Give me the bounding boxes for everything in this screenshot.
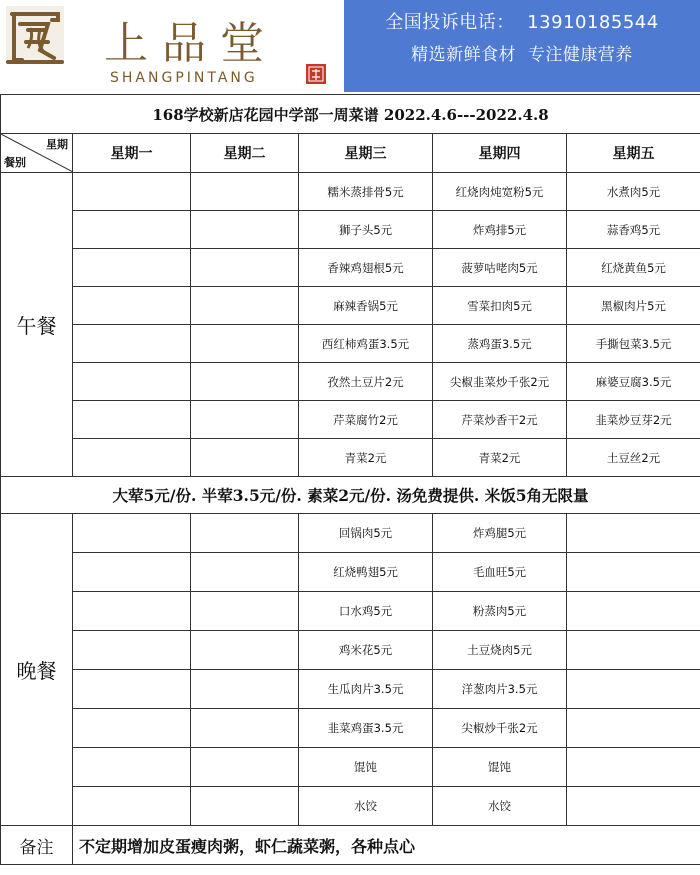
- dish-cell: 土豆丝2元: [567, 439, 700, 477]
- dish-cell: [567, 514, 700, 553]
- dish-cell: [191, 709, 299, 748]
- dish-cell: 手撕包菜3.5元: [567, 325, 700, 363]
- dish-cell: [73, 173, 191, 211]
- dish-cell: 雪菜扣肉5元: [433, 287, 567, 325]
- dish-cell: 青菜2元: [299, 439, 433, 477]
- lunch-row: [1, 211, 700, 249]
- dinner-row: [1, 514, 700, 553]
- dish-cell: 水饺: [433, 787, 567, 826]
- corner-header-cell: [1, 134, 73, 173]
- dish-cell: [73, 631, 191, 670]
- dish-cell: 生瓜肉片3.5元: [299, 670, 433, 709]
- menu-title: 168学校新店花园中学部一周菜谱 2022.4.6---2022.4.8: [1, 95, 700, 134]
- dish-cell: 红烧肉炖宽粉5元: [433, 173, 567, 211]
- dinner-row: [1, 787, 700, 826]
- dish-cell: [191, 553, 299, 592]
- dish-cell: 西红柿鸡蛋3.5元: [299, 325, 433, 363]
- dish-cell: [73, 401, 191, 439]
- lunch-row: [1, 173, 700, 211]
- day-header: 星期五: [567, 134, 700, 173]
- dish-cell: 蒜香鸡5元: [567, 211, 700, 249]
- dish-cell: 红烧鸭翅5元: [299, 553, 433, 592]
- dinner-row: [1, 592, 700, 631]
- complaint-hotline: 全国投诉电话： 13910185544: [385, 12, 659, 33]
- dish-cell: 毛血旺5元: [433, 553, 567, 592]
- dish-cell: 馄饨: [299, 748, 433, 787]
- remark-text: 不定期增加皮蛋瘦肉粥，虾仁蔬菜粥，各种点心: [73, 826, 700, 865]
- dish-cell: [191, 514, 299, 553]
- dish-cell: 鸡米花5元: [299, 631, 433, 670]
- dish-cell: [73, 514, 191, 553]
- dish-cell: 红烧黄鱼5元: [567, 249, 700, 287]
- dish-cell: [191, 439, 299, 477]
- dish-cell: [191, 249, 299, 287]
- dish-cell: [191, 325, 299, 363]
- dish-cell: 洋葱肉片3.5元: [433, 670, 567, 709]
- dish-cell: [73, 249, 191, 287]
- dish-cell: 蒸鸡蛋3.5元: [433, 325, 567, 363]
- dish-cell: 孜然土豆片2元: [299, 363, 433, 401]
- day-header: 星期二: [191, 134, 299, 173]
- dish-cell: 口水鸡5元: [299, 592, 433, 631]
- dish-cell: 芹菜炒香干2元: [433, 401, 567, 439]
- dish-cell: [73, 211, 191, 249]
- dish-cell: [191, 211, 299, 249]
- dish-cell: 香辣鸡翅根5元: [299, 249, 433, 287]
- brand-name-en: SHANGPINTANG: [110, 70, 258, 86]
- brand-logo: [0, 0, 340, 92]
- contact-banner: [344, 0, 700, 92]
- dish-cell: [73, 553, 191, 592]
- weekday-axis-label: 星期: [46, 138, 68, 151]
- meal-axis-label: 餐别: [4, 156, 26, 169]
- day-header: 星期一: [73, 134, 191, 173]
- page-header: [0, 0, 700, 92]
- dish-cell: 芹菜腐竹2元: [299, 401, 433, 439]
- dish-cell: 炸鸡腿5元: [433, 514, 567, 553]
- dinner-row: [1, 553, 700, 592]
- slogan: 精选新鲜食材 专注健康营养: [411, 45, 633, 65]
- dinner-row: [1, 709, 700, 748]
- day-header: 星期三: [299, 134, 433, 173]
- price-note: 大荤5元/份. 半荤3.5元/份. 素菜2元/份. 汤免费提供. 米饭5角无限量: [1, 477, 700, 514]
- dish-cell: [73, 439, 191, 477]
- dish-cell: [73, 287, 191, 325]
- dish-cell: 回锅肉5元: [299, 514, 433, 553]
- dish-cell: [191, 748, 299, 787]
- remark-label: 备注: [1, 826, 73, 865]
- dish-cell: 尖椒炒千张2元: [433, 709, 567, 748]
- dish-cell: [73, 709, 191, 748]
- lunch-row: [1, 401, 700, 439]
- dish-cell: 黑椒肉片5元: [567, 287, 700, 325]
- dish-cell: [567, 670, 700, 709]
- dish-cell: [191, 287, 299, 325]
- dish-cell: 狮子头5元: [299, 211, 433, 249]
- dinner-row: [1, 670, 700, 709]
- dinner-row: [1, 631, 700, 670]
- lunch-row: [1, 249, 700, 287]
- lunch-row: [1, 363, 700, 401]
- dish-cell: [567, 553, 700, 592]
- dish-cell: 尖椒韭菜炒千张2元: [433, 363, 567, 401]
- dish-cell: [73, 325, 191, 363]
- dish-cell: [73, 787, 191, 826]
- weekly-menu-table: [0, 94, 700, 865]
- dish-cell: 炸鸡排5元: [433, 211, 567, 249]
- dish-cell: [567, 787, 700, 826]
- dish-cell: [191, 787, 299, 826]
- lunch-label: 午餐: [1, 173, 73, 477]
- dinner-row: [1, 748, 700, 787]
- dish-cell: 糯米蒸排骨5元: [299, 173, 433, 211]
- dish-cell: [73, 748, 191, 787]
- dish-cell: 粉蒸肉5元: [433, 592, 567, 631]
- brand-emblem-icon: [6, 6, 64, 64]
- day-header: 星期四: [433, 134, 567, 173]
- dish-cell: [567, 592, 700, 631]
- dish-cell: 麻辣香锅5元: [299, 287, 433, 325]
- dish-cell: [191, 401, 299, 439]
- dish-cell: [567, 748, 700, 787]
- dish-cell: 韭菜炒豆芽2元: [567, 401, 700, 439]
- dish-cell: [73, 363, 191, 401]
- lunch-row: [1, 287, 700, 325]
- lunch-row: [1, 325, 700, 363]
- dinner-label: 晚餐: [1, 514, 73, 826]
- dish-cell: 馄饨: [433, 748, 567, 787]
- dish-cell: [191, 592, 299, 631]
- lunch-row: [1, 439, 700, 477]
- dish-cell: 水饺: [299, 787, 433, 826]
- dish-cell: 青菜2元: [433, 439, 567, 477]
- brand-name-cn: 上品堂: [104, 18, 278, 69]
- dish-cell: 菠萝咕咾肉5元: [433, 249, 567, 287]
- dish-cell: 水煮肉5元: [567, 173, 700, 211]
- dish-cell: [191, 631, 299, 670]
- dish-cell: [191, 363, 299, 401]
- dish-cell: [73, 592, 191, 631]
- dish-cell: [191, 173, 299, 211]
- dish-cell: 麻婆豆腐3.5元: [567, 363, 700, 401]
- dish-cell: [567, 709, 700, 748]
- dish-cell: [191, 670, 299, 709]
- dish-cell: 韭菜鸡蛋3.5元: [299, 709, 433, 748]
- dish-cell: 土豆烧肉5元: [433, 631, 567, 670]
- seal-stamp-icon: [306, 64, 326, 84]
- dish-cell: [73, 670, 191, 709]
- dish-cell: [567, 631, 700, 670]
